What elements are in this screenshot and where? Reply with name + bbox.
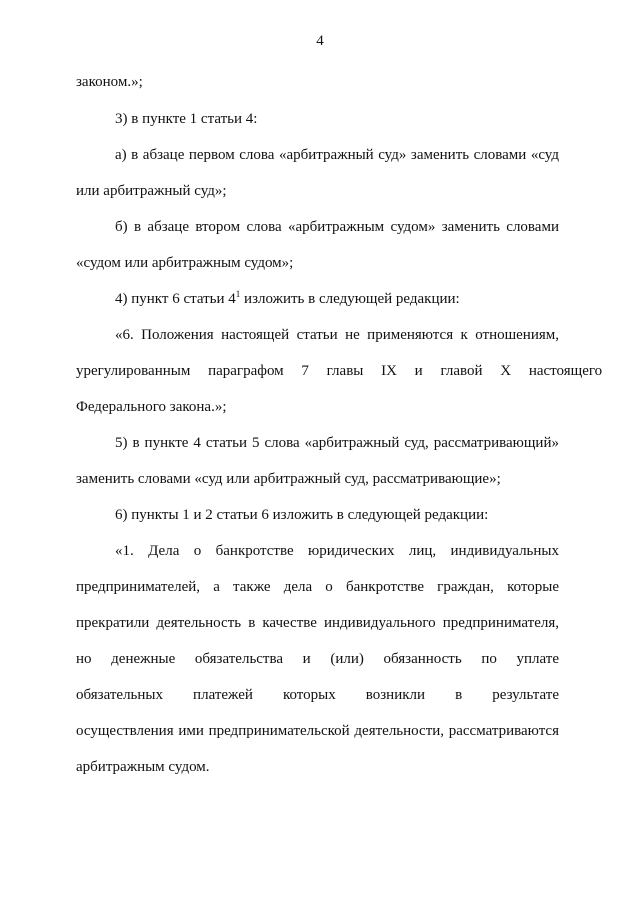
- text-line: но денежные обязательства и (или) обязанность по уплате: [76, 651, 559, 667]
- text-fragment: 4) пункт 6 статьи 4: [115, 291, 236, 307]
- text-line: урегулированным параграфом 7 главы IX и главой X настоящего: [76, 363, 603, 379]
- text-line: законом.»;: [76, 74, 143, 90]
- text-line: Федерального закона.»;: [76, 399, 227, 415]
- text-line: б) в абзаце втором слова «арбитражным судом» заменить словами: [115, 219, 559, 235]
- text-line: [115, 289, 559, 309]
- text-line: заменить словами «суд или арбитражный суд, рассматривающие»;: [76, 471, 501, 487]
- text-line: «1. Дела о банкротстве юридических лиц, индивидуальных: [115, 543, 559, 559]
- text-line: обязательных платежей которых возникли в результате: [76, 687, 559, 703]
- text-line: осуществления ими предпринимательской деятельности, рассматриваются: [76, 723, 559, 739]
- text-line: 3) в пункте 1 статьи 4:: [115, 111, 258, 127]
- text-line: или арбитражный суд»;: [76, 183, 227, 199]
- text-line: а) в абзаце первом слова «арбитражный суд» заменить словами «суд: [115, 147, 559, 163]
- text-line: 5) в пункте 4 статьи 5 слова «арбитражный суд, рассматривающий»: [115, 435, 559, 451]
- text-line: «судом или арбитражным судом»;: [76, 255, 294, 271]
- text-line: арбитражным судом.: [76, 759, 210, 775]
- page-number: 4: [316, 33, 324, 49]
- text-line: «6. Положения настоящей статьи не применяются к отношениям,: [115, 327, 559, 343]
- superscript: 1: [235, 289, 241, 299]
- text-line: прекратили деятельность в качестве индивидуального предпринимателя,: [76, 615, 559, 631]
- text-line: 6) пункты 1 и 2 статьи 6 изложить в следующей редакции:: [115, 507, 489, 523]
- text-fragment: изложить в следующей редакции:: [240, 291, 460, 307]
- text-line: предпринимателей, а также дела о банкротстве граждан, которые: [76, 579, 559, 595]
